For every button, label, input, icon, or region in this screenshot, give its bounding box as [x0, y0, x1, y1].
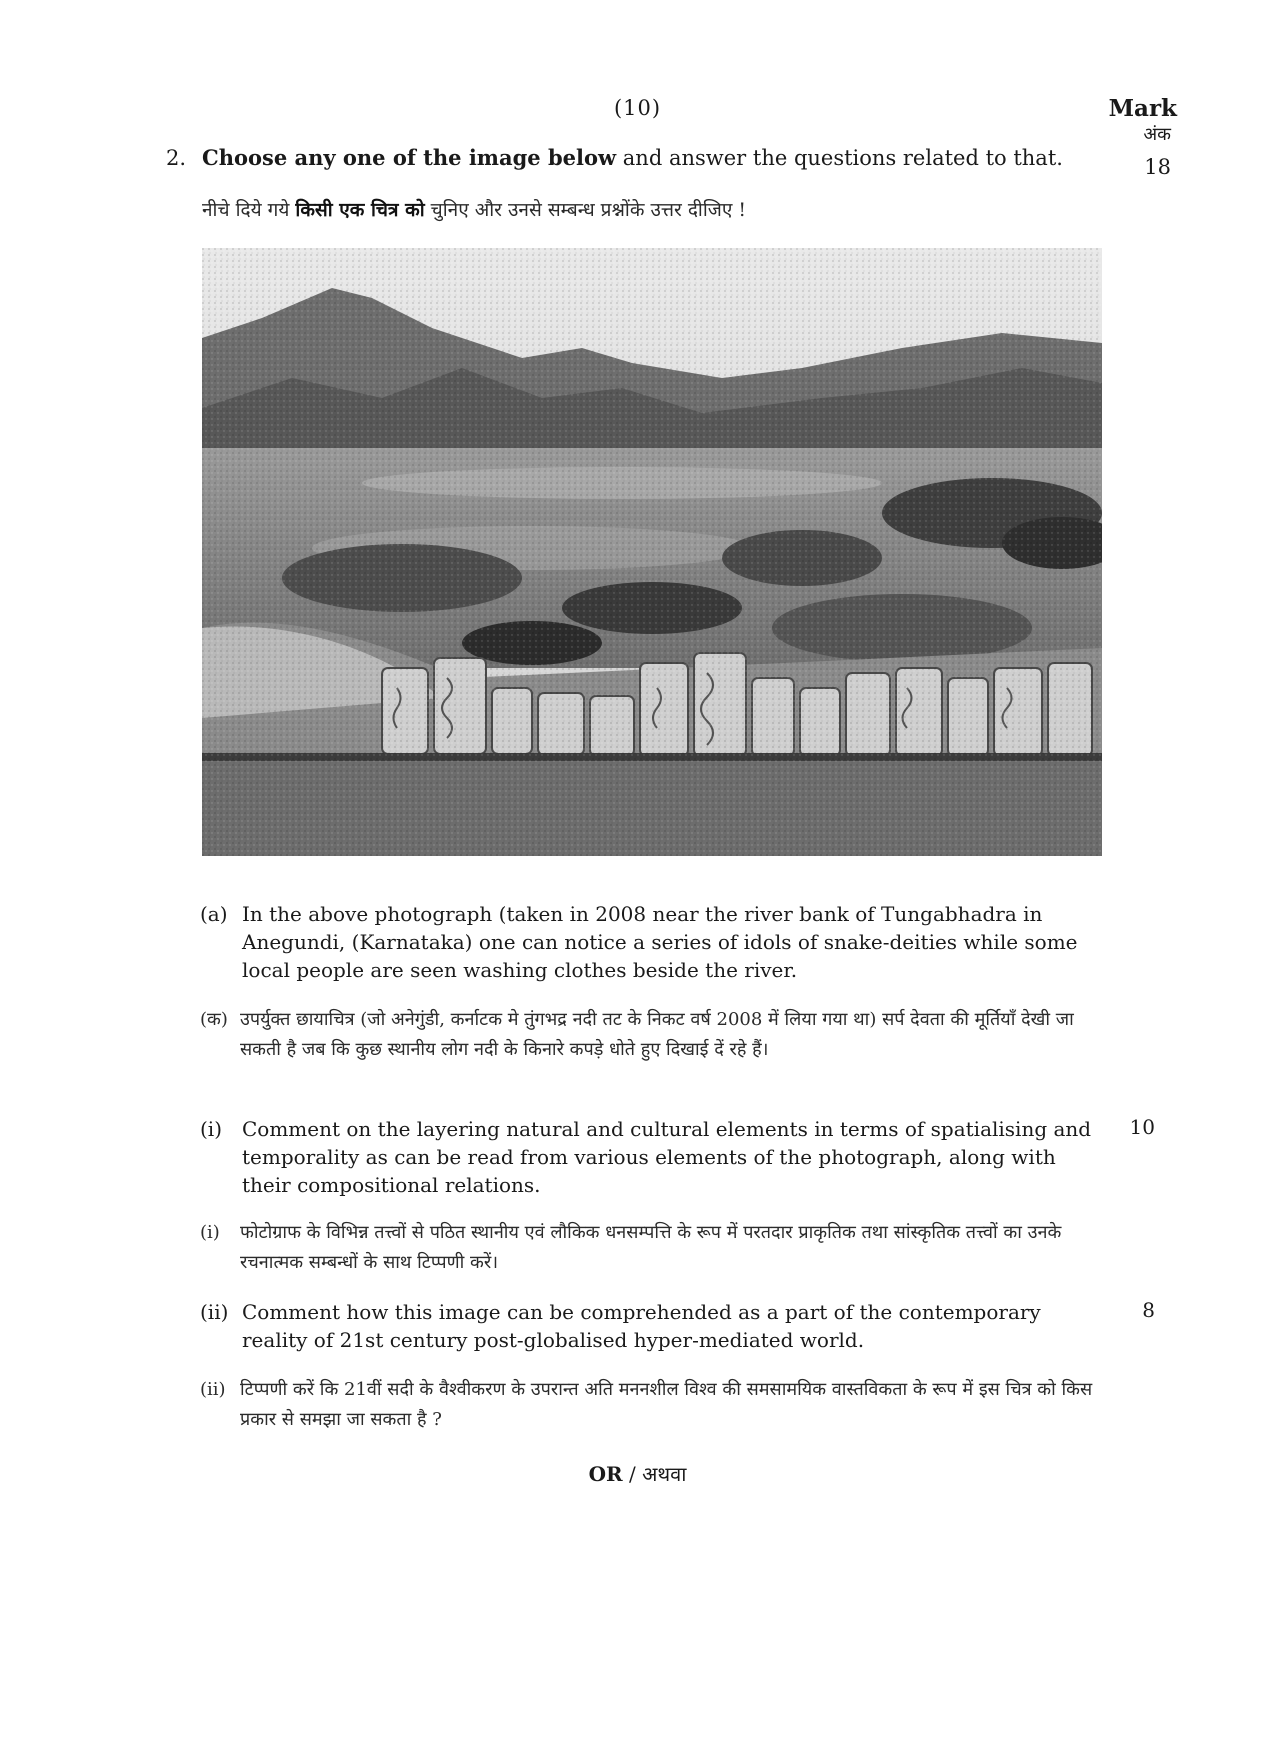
- part-ii-hi-text: टिप्पणी करें कि 21वीं सदी के वैश्वीकरण के उपरान्त अति मननशील विश्व की समसामयिक वास्तविकता के रूप में इस चित्र को किस प्रकार से समझा जा सकता है ?: [240, 1379, 1093, 1430]
- part-a-hi-label: (क): [200, 1009, 228, 1030]
- part-i-hi-label: (i): [200, 1222, 220, 1243]
- question-hi-start: नीचे दिये गये: [202, 199, 296, 221]
- part-a-label: (a): [200, 902, 228, 926]
- or-separator: [0, 1460, 1275, 1487]
- total-marks: 18: [1144, 155, 1171, 179]
- part-i-hi: [200, 1218, 1100, 1278]
- part-ii-hi: [200, 1375, 1100, 1435]
- part-i-text: Comment on the layering natural and cultural elements in terms of spatialising and temporality as can be read from various elements of the photograph, along with their compositional relations.: [242, 1117, 1092, 1197]
- or-hi: अथवा: [642, 1462, 687, 1486]
- question-prompt-rest: and answer the questions related to that.: [622, 146, 1063, 170]
- or-en: OR: [588, 1462, 623, 1486]
- part-a-hi: [200, 1005, 1100, 1065]
- question-prompt-bold: Choose any one of the image below: [202, 145, 617, 170]
- river-bank-photograph: [202, 248, 1102, 856]
- marks-label-hi: अंक: [1143, 124, 1171, 145]
- part-i-marks: 10: [1129, 1115, 1155, 1139]
- photo-illustration: [202, 248, 1102, 856]
- question-prompt-hi: [202, 196, 1102, 222]
- part-ii-label: (ii): [200, 1300, 229, 1324]
- question-hi-bold: किसी एक चित्र को: [295, 199, 425, 221]
- part-i-hi-text: फोटोग्राफ के विभिन्न तत्त्वों से पठित स्थानीय एवं लौकिक धनसम्पत्ति के रूप में परतदार प्राकृतिक तथा सांस्कृतिक तत्त्वों का उनके रचनात्मक सम्बन्धों के साथ टिप्पणी करें।: [240, 1222, 1062, 1273]
- part-i-label: (i): [200, 1117, 223, 1141]
- part-ii-en: [200, 1298, 1100, 1354]
- or-sep: /: [622, 1462, 643, 1486]
- part-ii-hi-label: (ii): [200, 1379, 226, 1400]
- part-ii-marks: 8: [1142, 1298, 1155, 1322]
- marks-label-en: Mark: [1108, 95, 1177, 122]
- question-prompt-en: [166, 145, 1126, 170]
- part-a-text: In the above photograph (taken in 2008 near the river bank of Tungabhadra in Anegundi, (Karnataka) one can notice a series of idols of snake-deities while some local people are seen washing clothes beside the river.: [242, 902, 1078, 982]
- question-number: 2.: [166, 146, 187, 170]
- part-a-hi-text: उपर्युक्त छायाचित्र (जो अनेगुंडी, कर्नाटक मे तुंगभद्र नदी तट के निकट वर्ष 2008 में लिया गया था) सर्प देवता की मूर्तियाँ देखी जा सकती है जब कि कुछ स्थानीय लोग नदी के किनारे कपड़े धोते हुए दिखाई दें रहे हैं।: [240, 1009, 1074, 1060]
- part-a-en: [200, 900, 1100, 984]
- part-ii-text: Comment how this image can be comprehended as a part of the contemporary reality of 21st century post-globalised hyper-mediated world.: [242, 1300, 1041, 1352]
- part-i-en: [200, 1115, 1100, 1199]
- question-hi-rest: चुनिए और उनसे सम्बन्ध प्रश्नोंके उत्तर दीजिए !: [424, 199, 747, 221]
- page-number: (10): [613, 96, 662, 120]
